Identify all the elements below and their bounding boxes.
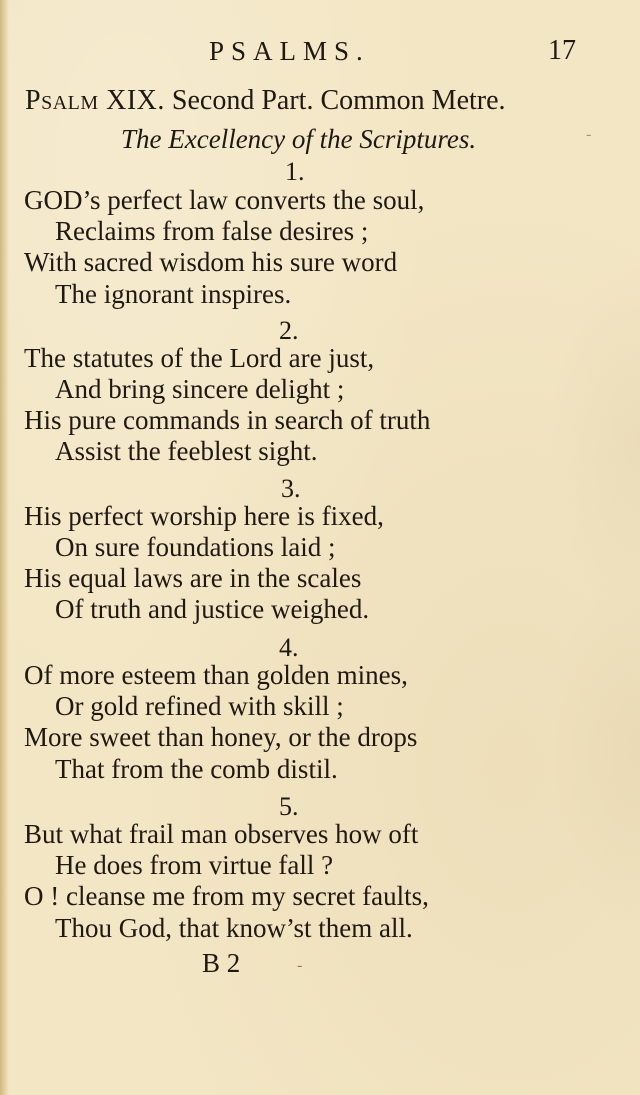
verse-line: Reclaims from false desires ; <box>55 216 369 246</box>
verse-line: His pure commands in search of truth <box>24 405 431 435</box>
verse-number-4: 4. <box>279 633 299 662</box>
verse-line: Assist the feeblest sight. <box>55 436 318 466</box>
verse-number-2: 2. <box>279 316 299 345</box>
verse-line: More sweet than honey, or the drops <box>24 722 418 752</box>
verse-line: The ignorant inspires. <box>55 279 292 309</box>
verse-line: But what frail man observes how oft <box>24 819 419 849</box>
running-title: PSALMS. <box>209 36 370 66</box>
verse-line: He does from virtue fall ? <box>55 850 334 880</box>
page-edge-shadow <box>0 0 9 1095</box>
margin-mark: - <box>586 126 592 143</box>
signature-mark: B 2 <box>202 948 241 978</box>
verse-number-1: 1. <box>285 157 305 186</box>
verse-line: His perfect worship here is fixed, <box>24 501 384 531</box>
verse-number-5: 5. <box>279 792 299 821</box>
verse-line: GOD’s perfect law converts the soul, <box>24 185 425 215</box>
show-through-shadow-bottom <box>550 560 640 940</box>
verse-line: His equal laws are in the scales <box>24 563 362 593</box>
verse-line: Of truth and justice weighed. <box>55 594 370 624</box>
verse-line: With sacred wisdom his sure word <box>24 247 398 277</box>
verse-number-3: 3. <box>281 474 301 503</box>
verse-line: That from the comb distil. <box>55 754 338 784</box>
psalm-heading <box>25 82 585 120</box>
verse-line: The statutes of the Lord are just, <box>24 343 375 373</box>
verse-line: Thou God, that know’st them all. <box>55 913 413 943</box>
running-head <box>0 34 640 68</box>
psalm-label: Psalm XIX. <box>25 85 165 116</box>
footer-mark: - <box>297 957 303 974</box>
verse-line: And bring sincere delight ; <box>55 374 345 404</box>
verse-line: Of more esteem than golden mines, <box>24 660 408 690</box>
psalm-metre: Common Metre. <box>320 85 506 116</box>
psalm-subtitle: The Excellency of the Scriptures. <box>121 124 477 154</box>
page-number: 17 <box>548 35 576 66</box>
verse-line: On sure foundations laid ; <box>55 532 336 562</box>
verse-line: O ! cleanse me from my secret faults, <box>24 881 429 911</box>
verse-line: Or gold refined with skill ; <box>55 691 344 721</box>
psalm-part: Second Part. <box>171 85 314 116</box>
